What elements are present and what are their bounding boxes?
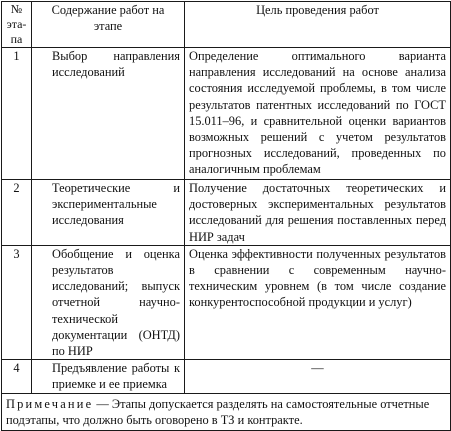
header-stage-number (2, 2, 32, 48)
table-row (2, 360, 451, 394)
table-row (2, 180, 451, 246)
header-number-line2: эта- (6, 17, 27, 31)
note-cell (2, 394, 451, 430)
stage-goal: Получение достаточных теоретических и достоверных экспериментальных результатов исследований для решения поставленных перед НИР задач (185, 180, 451, 246)
header-work-content: Содержание работ на этапе (32, 2, 185, 48)
stage-number: 4 (2, 360, 32, 394)
stage-content: Обобщение и оценка результатов исследований; выпуск отчетной научно-технической документации (ОНТД) по НИР (32, 245, 185, 359)
stages-table (1, 1, 451, 431)
stage-content: Предъявление работы к приемке и ее приемка (32, 360, 185, 394)
header-number-sign: № (10, 2, 23, 16)
stage-goal: — (185, 360, 451, 394)
stage-number: 2 (2, 180, 32, 246)
table-row (2, 245, 451, 359)
stage-number: 1 (2, 48, 32, 180)
header-number-line3: па (10, 32, 23, 46)
table-header-row (2, 2, 451, 48)
stage-number: 3 (2, 245, 32, 359)
note-label: Примечание (6, 397, 94, 412)
stage-goal: Оценка эффективности полученных результатов в сравнении с современным научно-техническим уровнем (в том числе создание конкурентоспособной продукции и услуг) (185, 245, 451, 359)
header-work-goal: Цель проведения работ (185, 2, 451, 48)
stage-content: Теоретические и экспериментальные исследования (32, 180, 185, 246)
note-row (2, 394, 451, 430)
stage-content: Выбор направления исследований (32, 48, 185, 180)
stage-goal: Определение оптимального варианта направления исследований на основе анализа состояния исследуемой проблемы, в том числе результатов патентных исследований по ГОСТ 15.011–96, и сравнительной оценки вариантов возможных решений с учетом результатов прогнозных исследований, проведенных по аналогичным проблемам (185, 48, 451, 180)
table-row (2, 48, 451, 180)
note-text: — Этапы допускается разделять на самостоятельные отчетные подэтапы, что должно быть оговорено в ТЗ и контракте. (6, 397, 430, 428)
